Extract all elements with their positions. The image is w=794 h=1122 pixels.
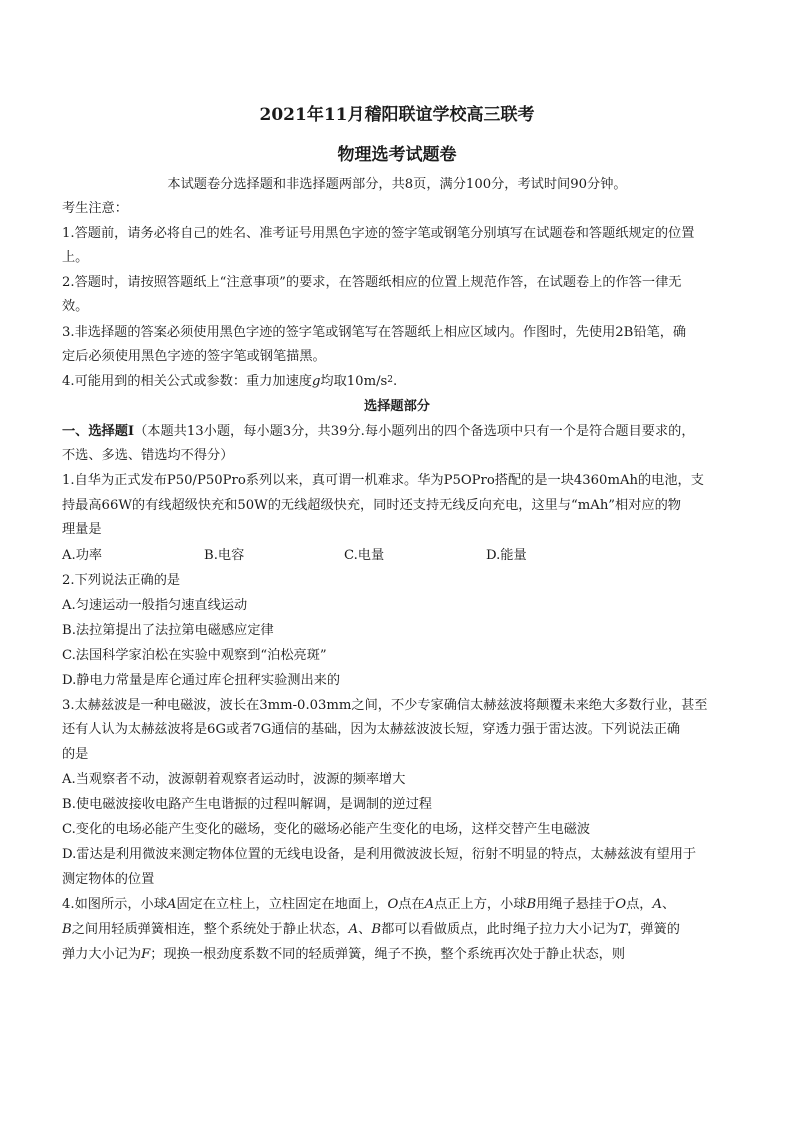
q1-option-b: B.电容 (204, 548, 245, 563)
q1-option-a: A.功率 (62, 548, 103, 563)
q3-option-d-line-1: D.雷达是利用微波来测定物体位置的无线电设备，是利用微波波长短，衍射不明显的特点，太赫兹波有望用于 (62, 847, 697, 862)
q3-option-b: B.使电磁波接收电路产生电谐振的过程叫解调，是调制的逆过程 (62, 797, 432, 812)
q1-stem-line-2: 持最高66W的有线超级快充和50W的无线超级快充，同时还支持无线反向充电，这里与“mAh”相对应的物 (62, 498, 681, 513)
note-1-line-1: 1.答题前，请务必将自己的姓名、准考证号用黑色字迹的签字笔或钢笔分别填写在试题卷和答题纸规定的位置 (62, 226, 695, 241)
q4-stem-line-3: 弹力大小记为F；现换一根劲度系数不同的轻质弹簧，绳子不换，整个系统再次处于静止状态，则 (62, 947, 626, 962)
q1-option-d: D.能量 (486, 548, 527, 563)
q3-option-d-line-2: 测定物体的位置 (62, 872, 155, 887)
q3-stem-line-2: 还有人认为太赫兹波将是6G或者7G通信的基础，因为太赫兹波波长短，穿透力强于雷达波。下列说法正确 (62, 722, 681, 737)
notes-heading: 考生注意： (62, 201, 128, 216)
section-heading: 选择题部分 (364, 399, 430, 414)
part-instructions-line-1: 一、选择题Ⅰ（本题共13小题，每小题3分，共39分.每小题列出的四个备选项中只有一个是符合题目要求的， (62, 424, 695, 439)
note-3-line-2: 定后必须使用黑色字迹的签字笔或钢笔描黑。 (62, 349, 326, 364)
q2-option-c: C.法国科学家泊松在实验中观察到“泊松亮斑” (62, 648, 327, 663)
note-1-line-2: 上。 (62, 250, 89, 265)
q1-option-c: C.电量 (344, 548, 385, 563)
exam-title: 2021年11月稽阳联谊学校高三联考 (259, 105, 535, 125)
q2-stem: 2.下列说法正确的是 (62, 573, 181, 588)
exam-subtitle: 物理选考试题卷 (337, 145, 457, 165)
q1-stem-line-1: 1.自华为正式发布P50/P50Pro系列以来，真可谓一机难求。华为P5OPro搭配的是一块4360mAh的电池，支 (62, 473, 704, 488)
exam-intro: 本试题卷分选择题和非选择题两部分，共8页，满分100分，考试时间90分钟。 (167, 177, 627, 192)
part-instructions-line-2: 不选、多选、错选均不得分） (62, 448, 234, 463)
q3-option-c: C.变化的电场必能产生变化的磁场，变化的磁场必能产生变化的电场，这样交替产生电磁波 (62, 822, 591, 837)
q3-stem-line-3: 的是 (62, 747, 89, 762)
q3-option-a: A.当观察者不动，波源朝着观察者运动时，波源的频率增大 (62, 772, 406, 787)
note-2-line-2: 效。 (62, 299, 89, 314)
q4-stem-line-2: B之间用轻质弹簧相连，整个系统处于静止状态，A、B都可以看做质点，此时绳子拉力大小记为T，弹簧的 (62, 922, 680, 937)
q1-stem-line-3: 理量是 (62, 522, 102, 537)
note-4: 4.可能用到的相关公式或参数：重力加速度g均取$10m/s^2$. (62, 374, 398, 389)
q2-option-a: A.匀速运动一般指匀速直线运动 (62, 598, 248, 613)
q2-option-d: D.静电力常量是库仑通过库仑扭秤实验测出来的 (62, 673, 341, 688)
q4-stem-line-1: 4.如图所示，小球A固定在立柱上，立柱固定在地面上，O点在A点正上方，小球B用绳子悬挂于O点，A、 (62, 897, 676, 912)
part-label: 一、选择题Ⅰ (62, 424, 135, 439)
note-2-line-1: 2.答题时，请按照答题纸上“注意事项”的要求，在答题纸相应的位置上规范作答，在试题卷上的作答一律无 (62, 275, 682, 290)
q2-option-b: B.法拉第提出了法拉第电磁感应定律 (62, 623, 274, 638)
note-3-line-1: 3.非选择题的答案必须使用黑色字迹的签字笔或钢笔写在答题纸上相应区域内。作图时，先使用2B铅笔，确 (62, 325, 687, 340)
q3-stem-line-1: 3.太赫兹波是一种电磁波，波长在3mm-0.03mm之间，不少专家确信太赫兹波将颠覆未来绝大多数行业，甚至 (62, 698, 708, 713)
